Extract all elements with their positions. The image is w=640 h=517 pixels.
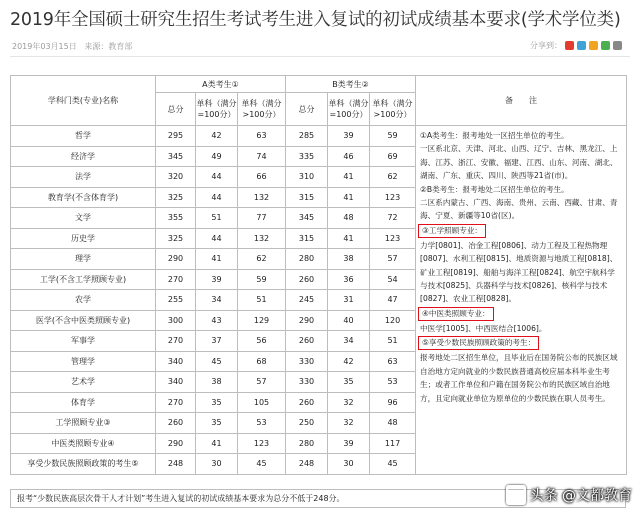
header-discipline: 学科门类(专业)名称 xyxy=(11,76,156,126)
article-meta xyxy=(12,41,132,52)
group-b-score-cell: 41 xyxy=(328,228,370,249)
group-a-score-cell: 300 xyxy=(156,310,196,331)
discipline-cell: 法学 xyxy=(11,167,156,188)
group-b-score-cell: 54 xyxy=(370,269,416,290)
group-a-score-cell: 325 xyxy=(156,228,196,249)
group-b-score-cell: 32 xyxy=(328,392,370,413)
discipline-cell: 工学(不含工学照顾专业) xyxy=(11,269,156,290)
renren-share-icon[interactable] xyxy=(589,41,598,50)
group-a-score-cell: 77 xyxy=(238,208,286,229)
group-a-score-cell: 74 xyxy=(238,146,286,167)
group-a-score-cell: 68 xyxy=(238,351,286,372)
note-tcm-list: 中医学[1005]、中西医结合[1006]。 xyxy=(420,323,547,333)
group-a-score-cell: 105 xyxy=(238,392,286,413)
group-b-score-cell: 69 xyxy=(370,146,416,167)
footer-note: 报考“少数民族高层次骨干人才计划”考生进入复试的初试成绩基本要求为总分不低于248分。 xyxy=(10,489,626,508)
header-a-single100: 单科（满分=100分） xyxy=(196,93,238,126)
group-b-score-cell: 330 xyxy=(286,351,328,372)
discipline-cell: 农学 xyxy=(11,290,156,311)
note-heading-tcm: ④中医类照顾专业： xyxy=(418,307,494,321)
header-group-b: B类考生② xyxy=(286,76,416,93)
group-b-score-cell: 35 xyxy=(328,372,370,393)
group-a-score-cell: 44 xyxy=(196,228,238,249)
header-a-total: 总分 xyxy=(156,93,196,126)
header-notes: 备 注 xyxy=(416,76,627,126)
group-b-score-cell: 310 xyxy=(286,167,328,188)
group-b-score-cell: 30 xyxy=(328,454,370,475)
watermark-text: 头条 @文都教育 xyxy=(529,488,632,504)
group-a-score-cell: 290 xyxy=(156,249,196,270)
group-a-score-cell: 132 xyxy=(238,187,286,208)
group-a-score-cell: 340 xyxy=(156,372,196,393)
group-a-score-cell: 56 xyxy=(238,331,286,352)
note-b-def: ②B类考生：报考地处二区招生单位的考生。 xyxy=(420,184,569,194)
group-b-score-cell: 63 xyxy=(370,351,416,372)
group-b-score-cell: 48 xyxy=(370,413,416,434)
discipline-cell: 军事学 xyxy=(11,331,156,352)
group-a-score-cell: 129 xyxy=(238,310,286,331)
group-a-score-cell: 320 xyxy=(156,167,196,188)
group-b-score-cell: 46 xyxy=(328,146,370,167)
note-engineering-list: 力学[0801]、冶金工程[0806]、动力工程及工程热物理[0807]、水利工程[0815]、地质资源与地质工程[0818]、矿业工程[0819]、船舶与海洋工程[0824]、航空宇航科学与技术[0825]、兵器科学与技术[0826]、核科学与技术[0827]、农业工程[0828]。 xyxy=(420,240,618,304)
discipline-cell: 教育学(不含体育学) xyxy=(11,187,156,208)
discipline-cell: 管理学 xyxy=(11,351,156,372)
page-title: 2019年全国硕士研究生招生考试考生进入复试的初试成绩基本要求(学术学位类) xyxy=(10,10,621,30)
header-group-a: A类考生① xyxy=(156,76,286,93)
group-b-score-cell: 41 xyxy=(328,187,370,208)
group-b-score-cell: 34 xyxy=(328,331,370,352)
group-b-score-cell: 62 xyxy=(370,167,416,188)
more-share-icon[interactable] xyxy=(613,41,622,50)
group-a-score-cell: 51 xyxy=(196,208,238,229)
note-a-def: ①A类考生：报考地处一区招生单位的考生。 xyxy=(420,131,569,140)
group-a-score-cell: 43 xyxy=(196,310,238,331)
discipline-cell: 历史学 xyxy=(11,228,156,249)
discipline-cell: 医学(不含中医类照顾专业) xyxy=(11,310,156,331)
group-b-score-cell: 260 xyxy=(286,269,328,290)
note-region2: 二区系内蒙古、广西、海南、贵州、云南、西藏、甘肃、青海、宁夏、新疆等10省(区)。 xyxy=(420,198,618,221)
group-a-score-cell: 59 xyxy=(238,269,286,290)
discipline-cell: 经济学 xyxy=(11,146,156,167)
group-b-score-cell: 335 xyxy=(286,146,328,167)
header-b-single-gt100: 单科（满分>100分） xyxy=(370,93,416,126)
group-b-score-cell: 330 xyxy=(286,372,328,393)
header-divider xyxy=(10,56,630,57)
group-b-score-cell: 120 xyxy=(370,310,416,331)
group-b-score-cell: 280 xyxy=(286,249,328,270)
note-region1: 一区系北京、天津、河北、山西、辽宁、吉林、黑龙江、上海、江苏、浙江、安徽、福建、江西、山东、河南、湖北、湖南、广东、重庆、四川、陕西等21省(市)。 xyxy=(420,144,618,181)
toutiao-logo-icon xyxy=(506,485,526,505)
group-a-score-cell: 34 xyxy=(196,290,238,311)
group-b-score-cell: 31 xyxy=(328,290,370,311)
group-b-score-cell: 250 xyxy=(286,413,328,434)
group-a-score-cell: 39 xyxy=(196,269,238,290)
group-b-score-cell: 248 xyxy=(286,454,328,475)
group-b-score-cell: 123 xyxy=(370,228,416,249)
group-a-score-cell: 290 xyxy=(156,433,196,454)
group-b-score-cell: 245 xyxy=(286,290,328,311)
share-label: 分享到： xyxy=(530,41,562,50)
discipline-cell: 中医类照顾专业④ xyxy=(11,433,156,454)
group-b-score-cell: 32 xyxy=(328,413,370,434)
group-b-score-cell: 40 xyxy=(328,310,370,331)
group-b-score-cell: 315 xyxy=(286,187,328,208)
group-a-score-cell: 123 xyxy=(238,433,286,454)
group-b-score-cell: 48 xyxy=(328,208,370,229)
group-b-score-cell: 38 xyxy=(328,249,370,270)
discipline-cell: 艺术学 xyxy=(11,372,156,393)
discipline-cell: 体育学 xyxy=(11,392,156,413)
wechat-share-icon[interactable] xyxy=(601,41,610,50)
discipline-cell: 文学 xyxy=(11,208,156,229)
table-row xyxy=(11,126,627,147)
weibo-share-icon[interactable] xyxy=(565,41,574,50)
group-a-score-cell: 270 xyxy=(156,392,196,413)
group-a-score-cell: 66 xyxy=(238,167,286,188)
note-heading-engineering: ③工学照顾专业： xyxy=(418,224,486,238)
discipline-cell: 哲学 xyxy=(11,126,156,147)
group-b-score-cell: 345 xyxy=(286,208,328,229)
group-b-score-cell: 51 xyxy=(370,331,416,352)
group-b-score-cell: 285 xyxy=(286,126,328,147)
group-a-score-cell: 270 xyxy=(156,269,196,290)
group-b-score-cell: 36 xyxy=(328,269,370,290)
group-a-score-cell: 325 xyxy=(156,187,196,208)
group-a-score-cell: 35 xyxy=(196,413,238,434)
group-b-score-cell: 72 xyxy=(370,208,416,229)
share-bar xyxy=(530,40,622,51)
group-a-score-cell: 255 xyxy=(156,290,196,311)
group-b-score-cell: 42 xyxy=(328,351,370,372)
group-a-score-cell: 340 xyxy=(156,351,196,372)
group-a-score-cell: 45 xyxy=(238,454,286,475)
group-b-score-cell: 260 xyxy=(286,331,328,352)
group-b-score-cell: 315 xyxy=(286,228,328,249)
qzone-share-icon[interactable] xyxy=(577,41,586,50)
group-b-score-cell: 290 xyxy=(286,310,328,331)
group-a-score-cell: 30 xyxy=(196,454,238,475)
group-b-score-cell: 96 xyxy=(370,392,416,413)
group-b-score-cell: 53 xyxy=(370,372,416,393)
group-a-score-cell: 132 xyxy=(238,228,286,249)
group-a-score-cell: 49 xyxy=(196,146,238,167)
publish-date: 2019年03月15日 xyxy=(12,42,77,51)
group-a-score-cell: 295 xyxy=(156,126,196,147)
group-b-score-cell: 280 xyxy=(286,433,328,454)
group-b-score-cell: 57 xyxy=(370,249,416,270)
group-a-score-cell: 260 xyxy=(156,413,196,434)
group-a-score-cell: 41 xyxy=(196,433,238,454)
group-b-score-cell: 39 xyxy=(328,126,370,147)
group-a-score-cell: 63 xyxy=(238,126,286,147)
header-a-single-gt100: 单科（满分>100分） xyxy=(238,93,286,126)
watermark xyxy=(506,485,632,505)
notes-content xyxy=(416,126,626,405)
group-b-score-cell: 47 xyxy=(370,290,416,311)
group-a-score-cell: 45 xyxy=(196,351,238,372)
group-a-score-cell: 38 xyxy=(196,372,238,393)
group-b-score-cell: 39 xyxy=(328,433,370,454)
group-a-score-cell: 62 xyxy=(238,249,286,270)
discipline-cell: 工学照顾专业③ xyxy=(11,413,156,434)
note-heading-minority: ⑤享受少数民族照顾政策的考生： xyxy=(418,336,539,350)
header-b-total: 总分 xyxy=(286,93,328,126)
header-b-single100: 单科（满分=100分） xyxy=(328,93,370,126)
group-a-score-cell: 41 xyxy=(196,249,238,270)
group-b-score-cell: 123 xyxy=(370,187,416,208)
group-a-score-cell: 51 xyxy=(238,290,286,311)
source-label: 来源：教育部 xyxy=(84,42,133,51)
group-b-score-cell: 260 xyxy=(286,392,328,413)
group-a-score-cell: 57 xyxy=(238,372,286,393)
group-a-score-cell: 355 xyxy=(156,208,196,229)
group-a-score-cell: 37 xyxy=(196,331,238,352)
discipline-cell: 理学 xyxy=(11,249,156,270)
group-a-score-cell: 248 xyxy=(156,454,196,475)
group-a-score-cell: 44 xyxy=(196,167,238,188)
group-b-score-cell: 59 xyxy=(370,126,416,147)
group-b-score-cell: 41 xyxy=(328,167,370,188)
group-a-score-cell: 35 xyxy=(196,392,238,413)
group-b-score-cell: 45 xyxy=(370,454,416,475)
group-b-score-cell: 117 xyxy=(370,433,416,454)
group-a-score-cell: 53 xyxy=(238,413,286,434)
group-a-score-cell: 270 xyxy=(156,331,196,352)
group-a-score-cell: 42 xyxy=(196,126,238,147)
group-a-score-cell: 44 xyxy=(196,187,238,208)
notes-cell xyxy=(416,126,627,475)
group-a-score-cell: 345 xyxy=(156,146,196,167)
table-body xyxy=(11,126,627,475)
score-table xyxy=(10,75,627,475)
discipline-cell: 享受少数民族照顾政策的考生⑤ xyxy=(11,454,156,475)
note-minority-desc: 报考地处二区招生单位，且毕业后在国务院公布的民族区域自治地方定向就业的少数民族普通高校应届本科毕业生考生；或者工作单位和户籍在国务院公布的民族区域自治地方，且定向就业单位为原单位的少数民族在职人员考生。 xyxy=(420,353,618,403)
